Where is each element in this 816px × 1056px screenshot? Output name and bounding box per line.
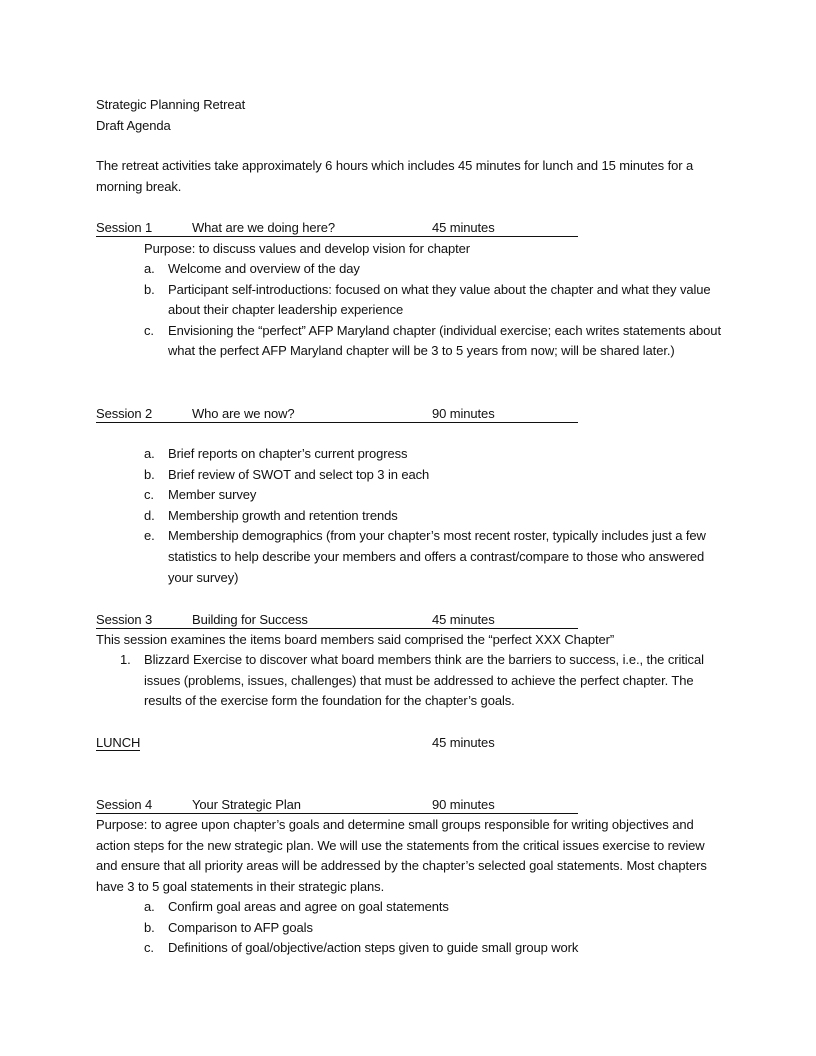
- list-marker: b.: [144, 466, 155, 482]
- session-duration: 45 minutes: [432, 612, 495, 627]
- list-item-text: Brief review of SWOT and select top 3 in each: [168, 466, 430, 482]
- list-marker: b.: [144, 281, 155, 297]
- list-item-text: Welcome and overview of the day: [168, 261, 360, 276]
- session-duration: 90 minutes: [432, 406, 495, 421]
- list-item-text: Comparison to AFP goals: [168, 919, 313, 935]
- list-item: [144, 506, 728, 527]
- list-item-text: Membership demographics (from your chapter’s most recent roster, typically includes just a few statistics to help describe your members and offers a contrast/compare to those who answered your survey): [168, 528, 706, 585]
- list-marker: 1.: [120, 652, 131, 667]
- session-title: Your Strategic Plan: [192, 797, 301, 812]
- lunch-duration: 45 minutes: [432, 735, 495, 750]
- list-item-text: Definitions of goal/objective/action steps given to guide small group work: [168, 940, 579, 956]
- list-item-text: Blizzard Exercise to discover what board members think are the barriers to success, i.e., the critical issues (problems, issues, challenges) that must be addressed to achieve the perfect chapter. The results of the exercise form the foundation for the chapter’s goals.: [144, 652, 704, 709]
- document-title: Strategic Planning Retreat: [96, 97, 246, 112]
- session-1-list: [144, 259, 728, 362]
- session-4-list: [144, 897, 728, 959]
- lunch-row: [96, 735, 578, 751]
- list-item: [144, 897, 728, 918]
- session-2-heading: [96, 406, 578, 423]
- session-title: Who are we now?: [192, 406, 295, 421]
- session-3-list: [120, 650, 704, 712]
- session-3-heading: [96, 612, 578, 629]
- list-marker: c.: [144, 322, 154, 338]
- session-4-purpose: Purpose: to agree upon chapter’s goals and determine small groups responsible for writing objectives and action steps for the new strategic plan. We will use the statements from the critical issues exercise to review and ensure that all priority areas will be addressed by the chapter’s selected goal statements. Most chapters have 3 to 5 goal statements in their strategic plans.: [96, 817, 707, 894]
- list-item: [144, 918, 728, 939]
- session-number: Session 3: [96, 612, 153, 627]
- list-marker: d.: [144, 507, 155, 523]
- list-item-text: Brief reports on chapter’s current progress: [168, 446, 408, 461]
- list-item: [120, 650, 704, 712]
- list-marker: c.: [144, 487, 154, 503]
- list-marker: c.: [144, 940, 154, 956]
- document-subtitle: Draft Agenda: [96, 118, 171, 133]
- list-marker: e.: [144, 528, 155, 544]
- lunch-label: LUNCH: [96, 735, 141, 750]
- session-3-description: This session examines the items board members said comprised the “perfect XXX Chapter”: [96, 632, 615, 647]
- session-number: Session 4: [96, 797, 153, 812]
- list-item: [144, 280, 728, 321]
- list-item: [144, 444, 728, 465]
- session-duration: 45 minutes: [432, 220, 495, 235]
- session-2-list: [144, 444, 728, 588]
- list-marker: a.: [144, 261, 155, 276]
- list-item: [144, 465, 728, 486]
- list-marker: b.: [144, 919, 155, 935]
- list-item: [144, 526, 728, 588]
- list-marker: a.: [144, 899, 155, 914]
- list-marker: a.: [144, 446, 155, 461]
- session-number: Session 1: [96, 220, 153, 235]
- list-item: [144, 938, 728, 959]
- session-1-purpose: Purpose: to discuss values and develop vision for chapter: [144, 241, 470, 256]
- session-title: Building for Success: [192, 612, 308, 627]
- list-item-text: Member survey: [168, 487, 257, 503]
- list-item-text: Participant self-introductions: focused on what they value about the chapter and what they value about their chapter leadership experience: [168, 281, 711, 318]
- list-item: [144, 321, 728, 362]
- session-1-heading: [96, 220, 578, 237]
- session-duration: 90 minutes: [432, 797, 495, 812]
- list-item: [144, 259, 728, 280]
- list-item: [144, 485, 728, 506]
- list-item-text: Membership growth and retention trends: [168, 507, 398, 523]
- list-item-text: Confirm goal areas and agree on goal statements: [168, 899, 449, 914]
- session-4-heading: [96, 797, 578, 814]
- list-item-text: Envisioning the “perfect” AFP Maryland chapter (individual exercise; each writes statements about what the perfect AFP Maryland chapter will be 3 to 5 years from now; will be shared later.): [168, 322, 721, 359]
- session-number: Session 2: [96, 406, 153, 421]
- intro-paragraph: The retreat activities take approximately 6 hours which includes 45 minutes for lunch and 15 minutes for a morning break.: [96, 158, 694, 194]
- session-title: What are we doing here?: [192, 220, 335, 235]
